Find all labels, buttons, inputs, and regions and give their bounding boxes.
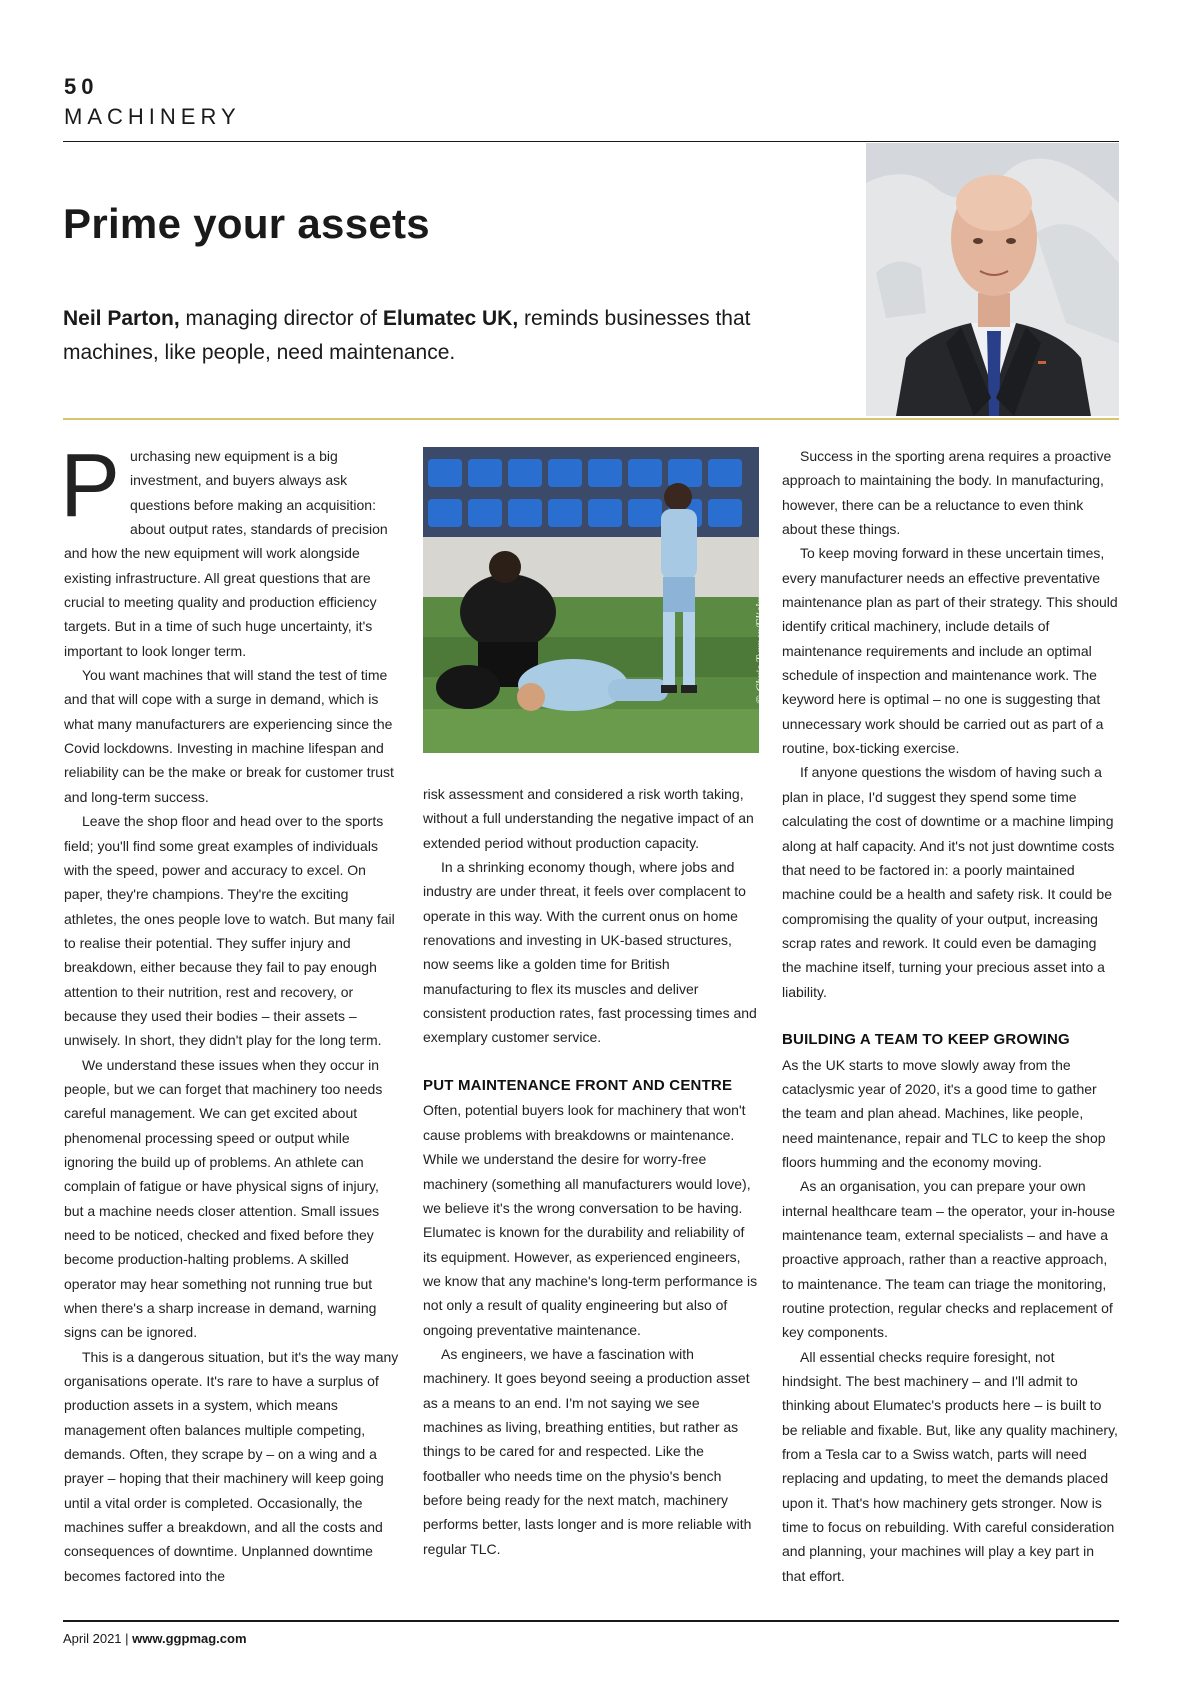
- footer-separator: |: [121, 1631, 133, 1646]
- column-2: [423, 782, 759, 1561]
- paragraph: All essential checks require foresight, not hindsight. The best machinery – and I'll admit to thinking about Elumatec's products here – is built to be reliable and fixable. But, like any quality machinery, from a Tesla car to a Swiss watch, parts will need replacing and updating, to meet the demands placed upon it. That's how machinery gets stronger. Now is time to focus on rebuilding. With careful consideration and planning, your machines will play a key part in that effort.: [782, 1348, 1118, 1584]
- drop-cap: P: [60, 436, 121, 536]
- paragraph: We understand these issues when they occur in people, but we can forget that machinery too needs careful management. We can get excited about phenomenal processing speed or output while ignoring the build up of problems. An athlete can complain of fatigue or have physical signs of injury, but a machine needs closer attention. Small issues need to be noticed, checked and fixed before they become production-halting problems. A skilled operator may hear something not running true but when there's a sharp increase in demand, warning signs can be ignored.: [64, 1056, 383, 1341]
- paragraph-text: urchasing new equipment is a big investment, and buyers always ask questions before making an acquisition: about output rates, standards of precision and how the new equipment will work alongside existing infrastructure. All great questions that are crucial to meeting quality and production efficiency targets. But in a time of such huge uncertainty, it's important to look longer term.: [64, 448, 388, 659]
- author-role: managing director of: [179, 307, 383, 330]
- paragraph: In a shrinking economy though, where jobs and industry are under threat, it feels over complacent to operate in this way. With the current onus on home renovations and investing in UK-based structures, now seems like a golden time for British manufacturing to flex its muscles and deliver consistent production rates, fast processing times and exemplary customer service.: [423, 859, 757, 1046]
- column-1: [60, 436, 400, 1588]
- page-number: 50: [64, 74, 99, 99]
- company-name: Elumatec UK,: [382, 307, 519, 330]
- paragraph: Often, potential buyers look for machinery that won't cause problems with breakdowns or maintenance. While we understand the desire for worry-free machinery (something all manufacturers would love), we believe it's the wrong conversation to be having. Elumatec is known for the durability and reliability of its equipment. However, as experienced engineers, we know that any machine's long-term performance is not only a result of quality engineering but also of ongoing preventative maintenance.: [423, 1102, 758, 1338]
- paragraph: Leave the shop floor and head over to the sports field; you'll find some great examples of individuals with the speed, power and accuracy to excel. On paper, they're champions. They're the exciting athletes, the ones people love to watch. But many fail to realise their potential. They suffer injury and breakdown, either because they fail to pay enough attention to their nutrition, rest and recovery, or because they used their bodies – their assets – unwisely. In short, they didn't play for the long term.: [64, 813, 395, 1049]
- photo-credit: © Chris Turner/Flickr: [753, 597, 767, 705]
- paragraph: [60, 436, 400, 663]
- paragraph: This is a dangerous situation, but it's the way many organisations operate. It's rare to have a surplus of production assets in a system, which means management often balances multiple competing, demands. Often, they scrape by – on a wing and a prayer – hoping that their machinery will keep going until a vital order is completed. Occasionally, the machines suffer a breakdown, and all the costs and consequences of downtime. Unplanned downtime becomes factored into the: [64, 1348, 399, 1584]
- paragraph: As an organisation, you can prepare your own internal healthcare team – the operator, your in-house maintenance team, external specialists – and have a proactive approach, rather than a reactive approach, to maintenance. The team can triage the monitoring, routine protection, regular checks and replacement of key components.: [782, 1178, 1116, 1341]
- paragraph: To keep moving forward in these uncertain times, every manufacturer needs an effective preventative maintenance plan as part of their strategy. This should identify critical machinery, include details of maintenance requirements and include an optimal schedule of inspection and maintenance work. The keyword here is optimal – no one is suggesting that unnecessary work should be carried out as part of a routine, box-ticking exercise.: [782, 545, 1118, 757]
- paragraph: Success in the sporting arena requires a proactive approach to maintaining the body. In manufacturing, however, there can be a reluctance to even think about these things.: [782, 448, 1112, 538]
- author-portrait: [866, 143, 1119, 416]
- paragraph: You want machines that will stand the test of time and that will cope with a surge in demand, which is what many manufacturers are experiencing since the Covid lockdowns. Investing in machine lifespan and reliability can be the make or break for customer trust and long-term success.: [64, 667, 394, 805]
- footer-divider: [63, 1620, 1119, 1622]
- paragraph: If anyone questions the wisdom of having such a plan in place, I'd suggest they spend some time calculating the cost of downtime or a machine limping along at half capacity. And it's not just downtime costs that need to be factored in: a poorly maintained machine could be a health and safety risk. It could be compromising the quality of your output, increasing scrap rates and rework. It could even be damaging the machine itself, turning your precious asset into a liability.: [782, 764, 1115, 1000]
- football-photo: [423, 447, 767, 753]
- paragraph: As engineers, we have a fascination with machinery. It goes beyond seeing a production asset as a means to an end. I'm not saying we see machines as living, breathing entities, but rather as things to be cared for and respected. Like the footballer who needs time on the physio's bench before being ready for the next match, machinery performs better, lasts longer and is more reliable with regular TLC.: [423, 1345, 752, 1557]
- column-3: [782, 444, 1118, 1588]
- standfirst: [63, 302, 823, 370]
- author-portrait-graphic: [866, 143, 1119, 416]
- paragraph: As the UK starts to move slowly away from the cataclysmic year of 2020, it's a good time to gather the team and plan ahead. Machines, like people, need maintenance, repair and TLC to keep the shop floors humming and the economy moving.: [782, 1056, 1106, 1170]
- section-heading: PUT MAINTENANCE FRONT AND CENTRE: [423, 1077, 733, 1095]
- section-label: MACHINERY: [64, 104, 241, 129]
- article-title: Prime your assets: [63, 200, 430, 247]
- football-photo-graphic: [423, 447, 759, 753]
- author-name: Neil Parton,: [63, 307, 180, 330]
- header-divider: [63, 141, 1119, 142]
- section-heading: BUILDING A TEAM TO KEEP GROWING: [782, 1031, 1070, 1049]
- footer-url[interactable]: www.ggpmag.com: [132, 1631, 247, 1646]
- footer: [63, 1631, 247, 1646]
- footer-date: April 2021: [63, 1631, 122, 1646]
- paragraph: risk assessment and considered a risk worth taking, without a full understanding the negative impact of an extended period without production capacity.: [423, 786, 754, 851]
- spacer: [423, 1050, 759, 1074]
- standfirst-text: reminds businesses that machines, like people, need maintenance.: [63, 307, 751, 364]
- standfirst-divider: [63, 418, 1119, 420]
- spacer: [782, 1004, 1118, 1028]
